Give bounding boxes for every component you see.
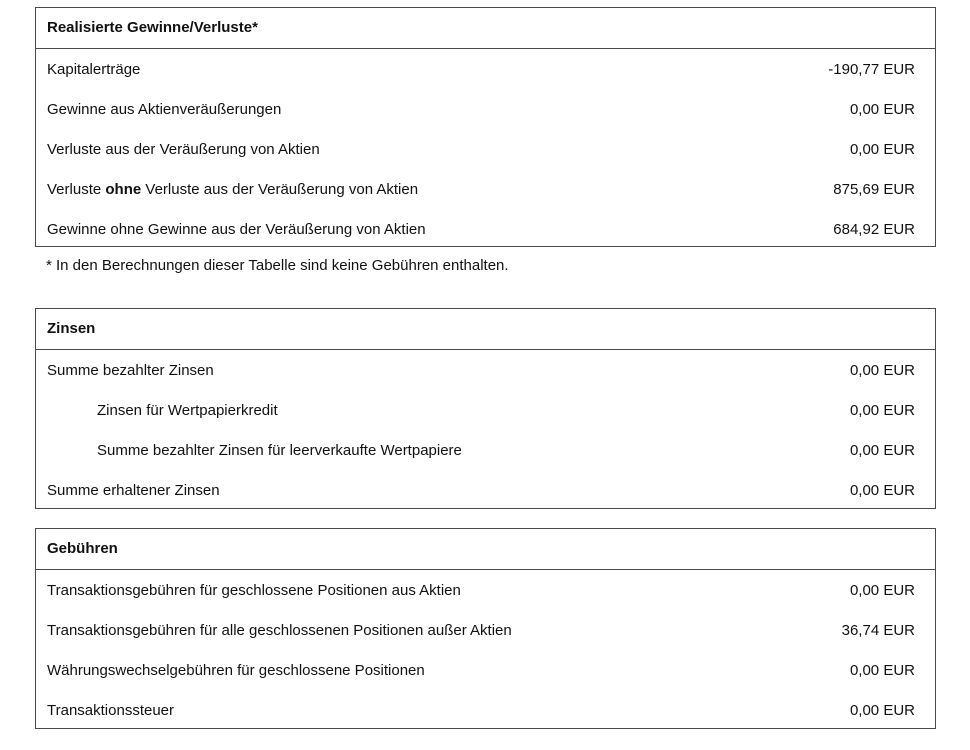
row-label: Transaktionsgebühren für alle geschlossenen Positionen außer Aktien: [47, 621, 512, 639]
row-value: 0,00 EUR: [849, 441, 915, 459]
row-label-bold: ohne: [105, 180, 142, 198]
row-label: [47, 181, 418, 198]
table-row: [36, 430, 935, 470]
row-label-post: Verluste aus der Veräußerung von Aktien: [141, 180, 419, 198]
row-value: 684,92 EUR: [833, 220, 915, 238]
table-row: [36, 690, 935, 730]
realized-gains-losses-title: Realisierte Gewinne/Verluste*: [36, 8, 935, 49]
row-label: Zinsen für Wertpapierkredit: [97, 401, 278, 419]
row-label: Währungswechselgebühren für geschlossene Positionen: [47, 661, 425, 679]
table-row: [36, 470, 935, 510]
row-value: -190,77 EUR: [828, 60, 915, 78]
row-label-pre: Verluste: [47, 180, 106, 198]
row-label: Verluste aus der Veräußerung von Aktien: [47, 140, 320, 158]
row-value: 0,00 EUR: [849, 701, 915, 719]
row-value: 0,00 EUR: [849, 581, 915, 599]
table-row: [36, 650, 935, 690]
row-value: 0,00 EUR: [849, 361, 915, 379]
row-label: Gewinne aus Aktienveräußerungen: [47, 100, 282, 118]
table-row: [36, 390, 935, 430]
row-value: 0,00 EUR: [849, 661, 915, 679]
table-row: [36, 570, 935, 610]
fees-title: Gebühren: [36, 529, 935, 570]
table-row: [36, 610, 935, 650]
row-value: 0,00 EUR: [849, 481, 915, 499]
row-label: Summe bezahlter Zinsen: [47, 361, 214, 379]
fees-table: [35, 528, 936, 729]
realized-gains-losses-table: [35, 7, 936, 247]
row-label: Summe erhaltener Zinsen: [47, 481, 220, 499]
table-row: [36, 89, 935, 129]
row-value: 36,74 EUR: [841, 621, 915, 639]
table-row: [36, 350, 935, 390]
row-label: Transaktionssteuer: [47, 701, 175, 719]
fees-footnote: * In den Berechnungen dieser Tabelle sind keine Gebühren enthalten.: [46, 257, 509, 274]
row-label: Gewinne ohne Gewinne aus der Veräußerung von Aktien: [47, 220, 426, 238]
row-value: 0,00 EUR: [849, 140, 915, 158]
table-row: [36, 49, 935, 89]
table-row: [36, 129, 935, 169]
row-value: 875,69 EUR: [833, 180, 915, 198]
row-value: 0,00 EUR: [849, 100, 915, 118]
row-label: Kapitalerträge: [47, 60, 141, 78]
table-row: [36, 169, 935, 209]
row-value: 0,00 EUR: [849, 401, 915, 419]
row-label: Transaktionsgebühren für geschlossene Positionen aus Aktien: [47, 581, 461, 599]
table-row: [36, 209, 935, 249]
interest-title: Zinsen: [36, 309, 935, 350]
row-label: Summe bezahlter Zinsen für leerverkaufte Wertpapiere: [97, 441, 462, 459]
interest-table: [35, 308, 936, 509]
